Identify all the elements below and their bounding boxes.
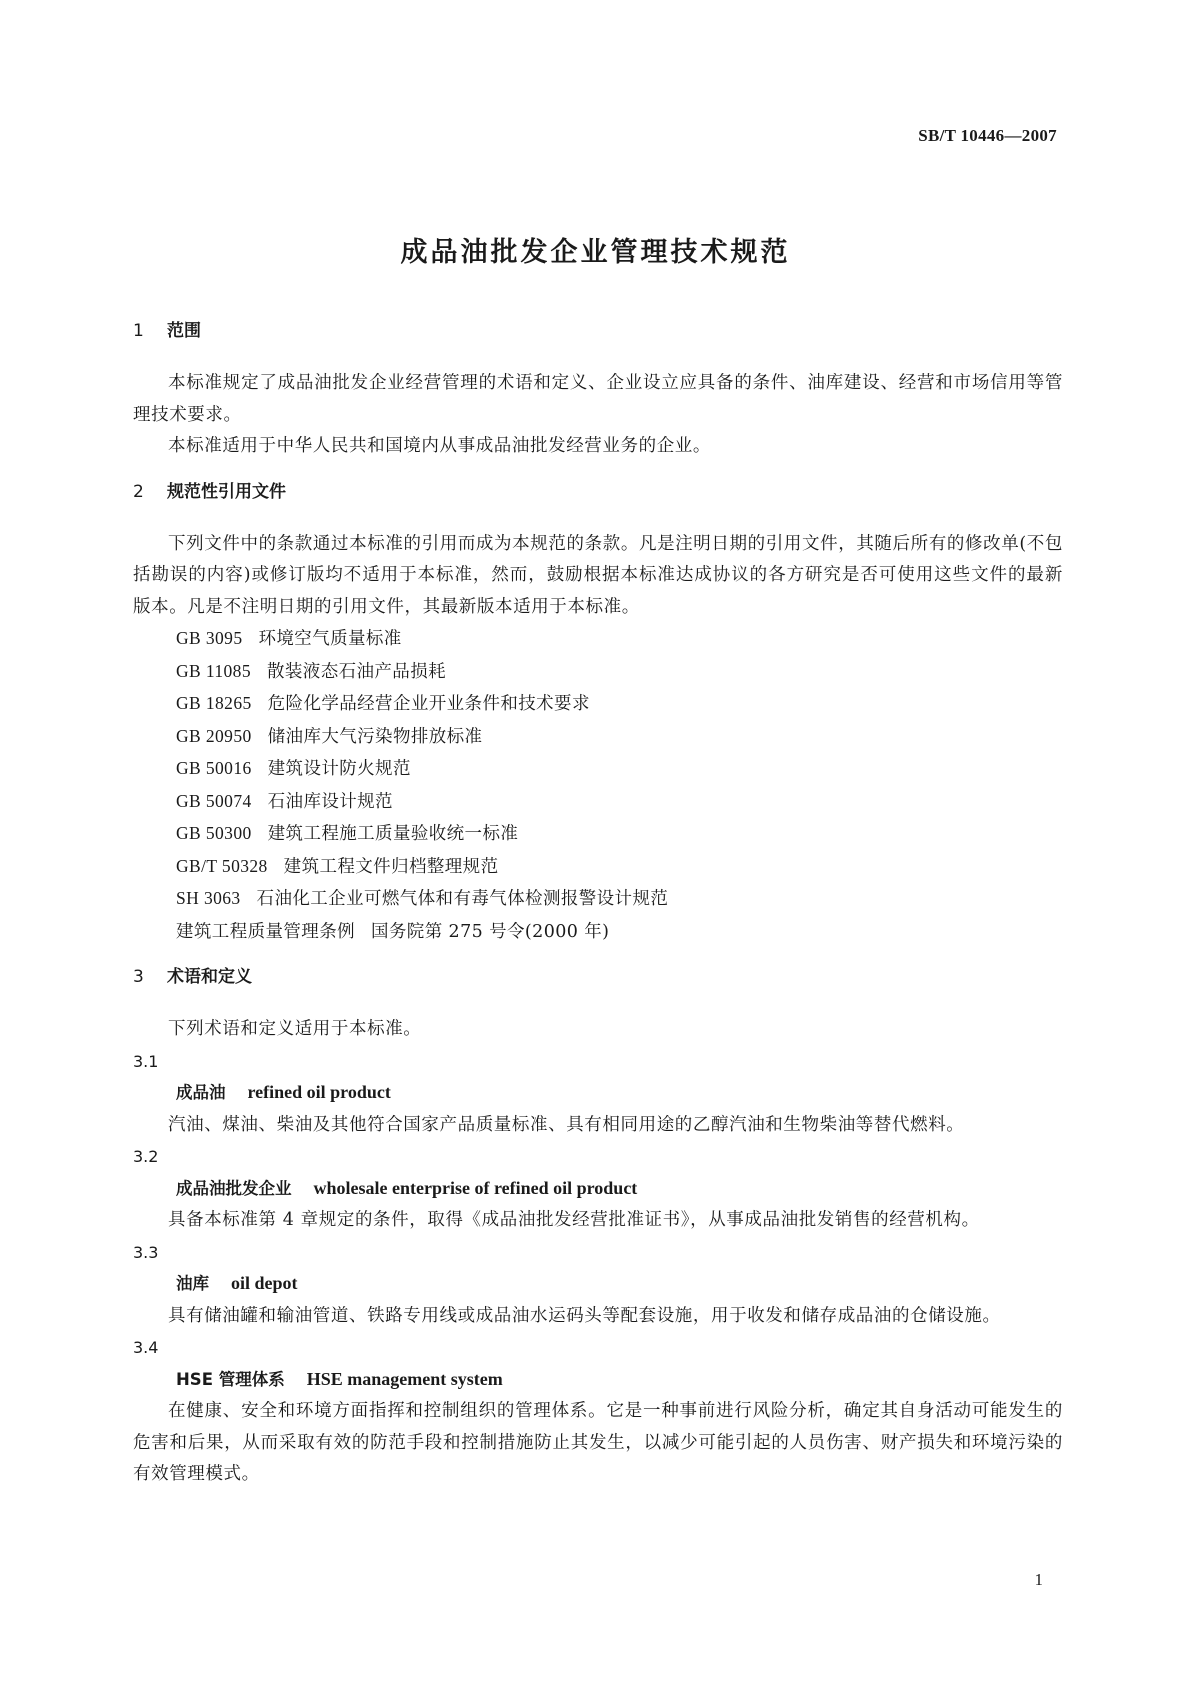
reference-title: 石油化工企业可燃气体和有毒气体检测报警设计规范 bbox=[256, 889, 669, 909]
reference-code: GB 20950 bbox=[176, 725, 252, 746]
reference-code: 建筑工程质量管理条例 bbox=[176, 920, 355, 941]
reference-item bbox=[133, 786, 1063, 819]
term-definition: 在健康、安全和环境方面指挥和控制组织的管理体系。它是一种事前进行风险分析，确定其自身活动可能发生的危害和后果，从而采取有效的防范手段和控制措施防止其发生，以减少可能引起的人员伤害、财产损失和环境污染的有效管理模式。 bbox=[133, 1401, 1063, 1484]
term-zh: 成品油 bbox=[176, 1083, 226, 1102]
term-zh: HSE 管理体系 bbox=[176, 1369, 285, 1389]
section-number: 2 bbox=[133, 481, 144, 502]
reference-title: 石油库设计规范 bbox=[267, 791, 393, 812]
section-number: 3 bbox=[133, 967, 144, 987]
term-definition: 具有储油罐和输油管道、铁路专用线或成品油水运码头等配套设施，用于收发和储存成品油的仓储设施。 bbox=[168, 1305, 1001, 1326]
term-entry bbox=[133, 1046, 1063, 1142]
reference-code: SH 3063 bbox=[176, 888, 241, 908]
term-en: refined oil product bbox=[247, 1082, 391, 1102]
term-number: 3.4 bbox=[133, 1338, 159, 1357]
reference-item bbox=[133, 818, 1063, 851]
reference-code: GB/T 50328 bbox=[176, 855, 268, 876]
reference-code: GB 3095 bbox=[176, 628, 243, 648]
term-entry bbox=[133, 1141, 1063, 1237]
section-number: 1 bbox=[133, 321, 144, 341]
section-heading-terms-and-definitions bbox=[133, 962, 1063, 992]
reference-code: GB 11085 bbox=[176, 660, 251, 681]
reference-list bbox=[133, 623, 1063, 948]
reference-item bbox=[133, 656, 1063, 689]
section-title: 规范性引用文件 bbox=[167, 481, 286, 502]
term-zh: 成品油批发企业 bbox=[176, 1178, 292, 1198]
term-en: HSE management system bbox=[306, 1368, 503, 1389]
term-number: 3.3 bbox=[133, 1242, 159, 1262]
term-name bbox=[133, 1268, 1063, 1301]
term-entry bbox=[133, 1332, 1063, 1491]
reference-item bbox=[133, 916, 1063, 949]
section-title: 术语和定义 bbox=[167, 967, 252, 987]
reference-item bbox=[133, 721, 1063, 754]
reference-title: 散装液态石油产品损耗 bbox=[267, 661, 446, 682]
reference-code: GB 50074 bbox=[176, 790, 252, 811]
document-body bbox=[133, 316, 1063, 1491]
term-name bbox=[133, 1364, 1063, 1397]
term-en: wholesale enterprise of refined oil product bbox=[313, 1177, 638, 1198]
term-name bbox=[133, 1077, 1063, 1110]
paragraph: 本标准适用于中华人民共和国境内从事成品油批发经营业务的企业。 bbox=[168, 436, 711, 456]
reference-title: 建筑设计防火规范 bbox=[267, 759, 411, 779]
paragraph: 下列文件中的条款通过本标准的引用而成为本规范的条款。凡是注明日期的引用文件，其随后所有的修改单(不包括勘误的内容)或修订版均不适用于本标准，然而，鼓励根据本标准达成协议的各方研究是否可使用这些文件的最新版本。凡是不注明日期的引用文件，其最新版本适用于本标准。 bbox=[133, 533, 1063, 617]
reference-item bbox=[133, 883, 1063, 916]
term-definition: 汽油、煤油、柴油及其他符合国家产品质量标准、具有相同用途的乙醇汽油和生物柴油等替代燃料。 bbox=[168, 1114, 965, 1135]
term-number: 3.2 bbox=[133, 1147, 159, 1166]
paragraph: 下列术语和定义适用于本标准。 bbox=[168, 1019, 422, 1039]
term-number: 3.1 bbox=[133, 1051, 159, 1071]
page-number: 1 bbox=[1034, 1570, 1043, 1589]
section-title: 范围 bbox=[167, 321, 201, 341]
reference-title: 储油库大气污染物排放标准 bbox=[267, 726, 483, 747]
reference-item bbox=[133, 753, 1063, 786]
term-entry bbox=[133, 1237, 1063, 1333]
reference-title: 建筑工程施工质量验收统一标准 bbox=[267, 824, 519, 844]
reference-title: 环境空气质量标准 bbox=[258, 629, 402, 649]
reference-item bbox=[133, 623, 1063, 656]
term-name bbox=[133, 1173, 1063, 1206]
standard-code: SB/T 10446—2007 bbox=[918, 126, 1057, 145]
reference-code: GB 18265 bbox=[176, 693, 252, 713]
document-title: 成品油批发企业管理技术规范 bbox=[400, 237, 791, 268]
term-definition: 具备本标准第 4 章规定的条件，取得《成品油批发经营批准证书》，从事成品油批发销售的经营机构。 bbox=[168, 1210, 980, 1230]
reference-item bbox=[133, 851, 1063, 884]
reference-item bbox=[133, 688, 1063, 721]
paragraph: 本标准规定了成品油批发企业经营管理的术语和定义、企业设立应具备的条件、油库建设、经营和市场信用等管理技术要求。 bbox=[133, 373, 1063, 425]
reference-code: GB 50300 bbox=[176, 823, 252, 843]
section-heading-scope bbox=[133, 316, 1063, 346]
reference-title: 建筑工程文件归档整理规范 bbox=[283, 856, 499, 877]
term-zh: 油库 bbox=[176, 1274, 209, 1293]
section-heading-normative-references bbox=[133, 477, 1063, 507]
reference-title: 国务院第 275 号令(2000 年) bbox=[371, 921, 610, 942]
reference-code: GB 50016 bbox=[176, 758, 252, 778]
term-en: oil depot bbox=[231, 1273, 298, 1293]
reference-title: 危险化学品经营企业开业条件和技术要求 bbox=[267, 694, 590, 714]
